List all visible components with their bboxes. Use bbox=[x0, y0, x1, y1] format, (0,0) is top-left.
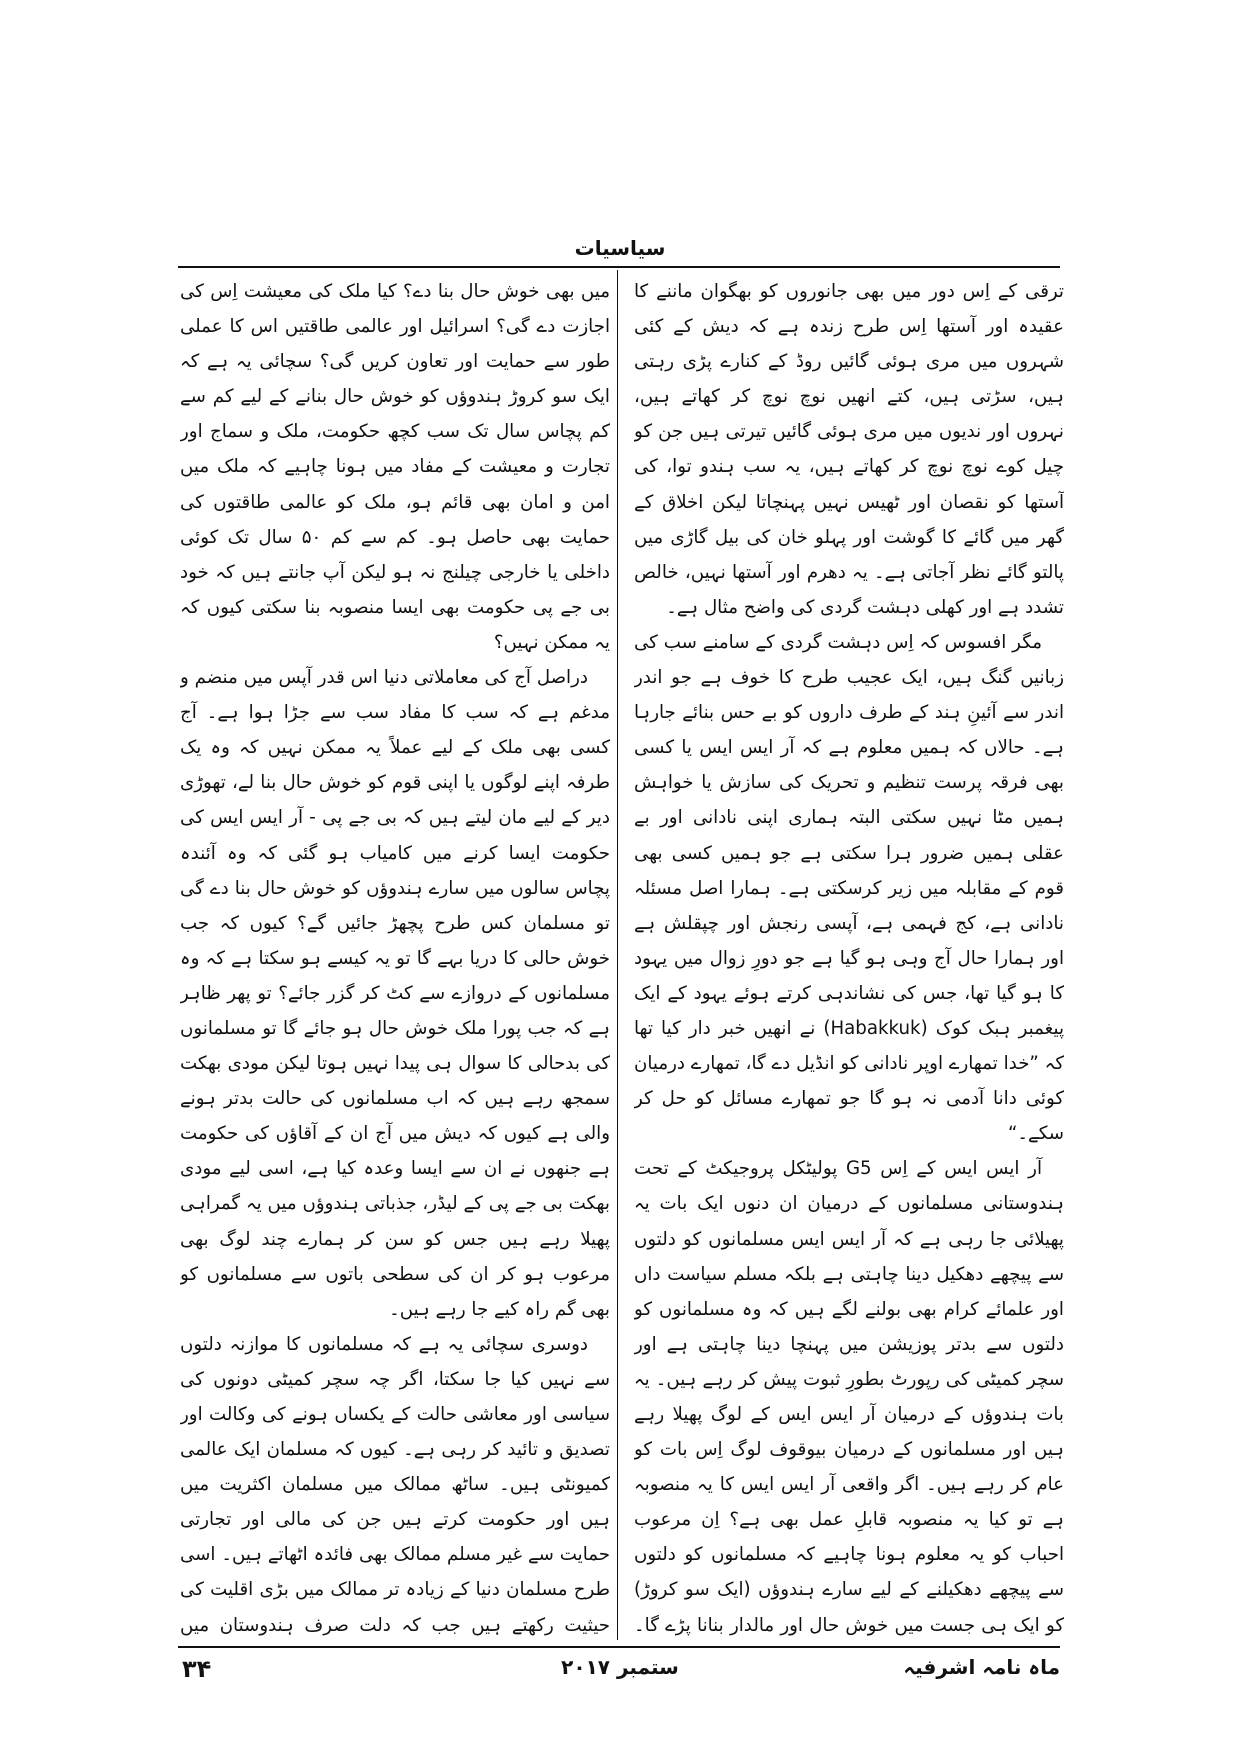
section-title: سیاسیات bbox=[574, 236, 666, 260]
paragraph: آر ایس ایس کے اِس G5 پولیٹکل پروجیکٹ کے تحت ہندوستانی مسلمانوں کے درمیان ان دنوں ایک بات یہ پھیلائی جا رہی ہے کہ آر ایس ایس مسلمانوں کو دلتوں سے پیچھے دھکیل دینا چاہتی ہے بلکہ مسلم سیاست داں اور علمائے کرام بھی بولنے لگے ہیں کہ وہ مسلمانوں کو دلتوں سے بدتر پوزیشن میں پہنچا دینا چاہتی ہے اور سچر کمیٹی کی رپورٹ بطورِ ثبوت پیش کر رہے ہیں۔ یہ بات ہندوؤں کے درمیان آر ایس ایس کے لوگ پھیلا رہے ہیں اور مسلمانوں کے درمیان بیوقوف لوگ اِس بات کو عام کر رہے ہیں۔ اگر واقعی آر ایس ایس کا یہ منصوبہ ہے تو کیا یہ منصوبہ قابلِ عمل بھی ہے؟ اِن مرعوب احباب کو یہ معلوم ہونا چاہیے کہ مسلمانوں کو دلتوں سے پیچھے دھکیلنے کے لیے سارے ہندوؤں (ایک سو کروڑ) کو ایک ہی جست میں خوش حال اور مالدار بنانا پڑے گا۔ bbox=[634, 1158, 1064, 1636]
paragraph: دوسری سچائی یہ ہے کہ مسلمانوں کا موازنہ دلتوں سے نہیں کیا جا سکتا، اگر چہ سچر کمیٹی دونوں کی سیاسی اور معاشی حالت کے یکساں ہونے کی وکالت اور تصدیق و تائید کر رہی ہے۔ کیوں کہ مسلمان ایک عالمی کمیونٹی ہیں۔ ساٹھ ممالک میں مسلمان اکثریت میں ہیں اور حکومت کرتے ہیں جن کی مالی اور تجارتی حمایت سے غیر مسلم ممالک بھی فائدہ اٹھاتے ہیں۔ اسی طرح مسلمان دنیا کے زیادہ تر ممالک میں بڑی اقلیت کی حیثیت رکھتے ہیں جب کہ دلت صرف ہندوستان میں bbox=[180, 1333, 610, 1636]
page-number: ۳۴ bbox=[182, 1655, 212, 1683]
header-rule bbox=[178, 266, 1060, 268]
text-column-right bbox=[634, 274, 1064, 1638]
footer-rule bbox=[178, 1646, 1060, 1648]
issue-date: ستمبر ۲۰۱۷ bbox=[561, 1655, 679, 1679]
paragraph: مگر افسوس کہ اِس دہشت گردی کے سامنے سب کی زبانیں گنگ ہیں، ایک عجیب طرح کا خوف ہے جو اندر اندر سے آئینِ ہند کے طرف داروں کو بے حس بنائے جارہا ہے۔ حالاں کہ ہمیں معلوم ہے کہ آر ایس ایس یا کسی بھی فرقہ پرست تنظیم و تحریک کی سازش یا خواہش ہمیں مٹا نہیں سکتی البتہ ہماری اپنی نادانی اور بے عقلی ہمیں ضرور ہرا سکتی ہے جو ہمیں کسی بھی قوم کے مقابلہ میں زیر کرسکتی ہے۔ ہمارا اصل مسئلہ نادانی ہے، کج فہمی ہے، آپسی رنجش اور چپقلش ہے اور ہمارا حال آج وہی ہو گیا ہے جو دورِ زوال میں یہود کا ہو گیا تھا، جس کی نشاندہی کرتے ہوئے یہود کے ایک پیغمبر ہبک کوک (Habakkuk) نے انھیں خبر دار کیا تھا کہ ”خدا تمھارے اوپر نادانی کو انڈیل دے گا، تمھارے درمیان کوئی دانا آدمی نہ ہو گا جو تمھارے مسائل کو حل کر سکے۔“ bbox=[634, 631, 1064, 1145]
paragraph: دراصل آج کی معاملاتی دنیا اس قدر آپس میں منضم و مدغم ہے کہ سب کا مفاد سب سے جڑا ہوا ہے۔ آج کسی بھی ملک کے لیے عملاً یہ ممکن نہیں کہ وہ یک طرفہ اپنے لوگوں یا اپنی قوم کو خوش حال بنا لے، تھوڑی دیر کے لیے مان لیتے ہیں کہ بی جے پی - آر ایس ایس کی حکومت ایسا کرنے میں کامیاب ہو گئی کہ وہ آئندہ پچاس سالوں میں سارے ہندوؤں کو خوش حال بنا دے گی تو مسلمان کس طرح پچھڑ جائیں گے؟ کیوں کہ جب خوش حالی کا دریا بہے گا تو یہ کیسے ہو سکتا ہے کہ وہ مسلمانوں کے دروازے سے کٹ کر گزر جائے؟ تو پھر ظاہر ہے کہ جب پورا ملک خوش حال ہو جائے گا تو مسلمانوں کی بدحالی کا سوال ہی پیدا نہیں ہوتا لیکن مودی بھکت سمجھ رہے ہیں کہ اب مسلمانوں کی حالت بدتر ہونے والی ہے کیوں کہ دیش میں آج ان کے آقاؤں کی حکومت ہے جنھوں نے ان سے ایسا وعدہ کیا ہے، اسی لیے مودی بھکت بی جے پی کے لیڈر، جذباتی ہندوؤں میں یہ گمراہی پھیلا رہے ہیں جس کو سن کر ہمارے چند لوگ بھی مرعوب ہو کر ان کی سطحی باتوں سے مسلمانوں کو بھی گم راہ کیے جا رہے ہیں۔ bbox=[180, 667, 610, 1320]
magazine-name: ماہ نامہ اشرفیہ bbox=[903, 1655, 1060, 1679]
paragraph: میں بھی خوش حال بنا دے؟ کیا ملک کی معیشت اِس کی اجازت دے گی؟ اسرائیل اور عالمی طاقتیں اس کا عملی طور سے حمایت اور تعاون کریں گی؟ سچائی یہ ہے کہ ایک سو کروڑ ہندوؤں کو خوش حال بنانے کے لیے کم سے کم پچاس سال تک سب کچھ حکومت، ملک و سماج اور تجارت و معیشت کے مفاد میں ہونا چاہیے کہ ملک میں امن و امان بھی قائم ہو، ملک کو عالمی طاقتوں کی حمایت بھی حاصل ہو۔ کم سے کم ۵۰ سال تک کوئی داخلی یا خارجی چیلنج نہ ہو لیکن آپ جانتے ہیں کہ خود بی جے پی حکومت بھی ایسا منصوبہ بنا سکتی کیوں کہ یہ ممکن نہیں؟ bbox=[180, 281, 610, 653]
column-divider bbox=[617, 270, 618, 1640]
text-column-left bbox=[180, 274, 610, 1638]
paragraph: ترقی کے اِس دور میں بھی جانوروں کو بھگوان ماننے کا عقیدہ اور آستھا اِس طرح زندہ ہے کہ دیش کے کئی شہروں میں مری ہوئی گائیں روڈ کے کنارے پڑی رہتی ہیں، سڑتی ہیں، کتے انھیں نوچ نوچ کر کھاتے ہیں، نہروں اور ندیوں میں مری ہوئی گائیں تیرتی ہیں جن کو چیل کوے نوچ نوچ کر کھاتے ہیں، یہ سب ہندو توا، کی آستھا کو نقصان اور ٹھیس نہیں پہنچاتا لیکن اخلاق کے گھر میں گائے کا گوشت اور پہلو خان کی بیل گاڑی میں پالتو گائے نظر آجاتی ہے۔ یہ دھرم اور آستھا نہیں، خالص تشدد ہے اور کھلی دہشت گردی کی واضح مثال ہے۔ bbox=[634, 281, 1064, 618]
